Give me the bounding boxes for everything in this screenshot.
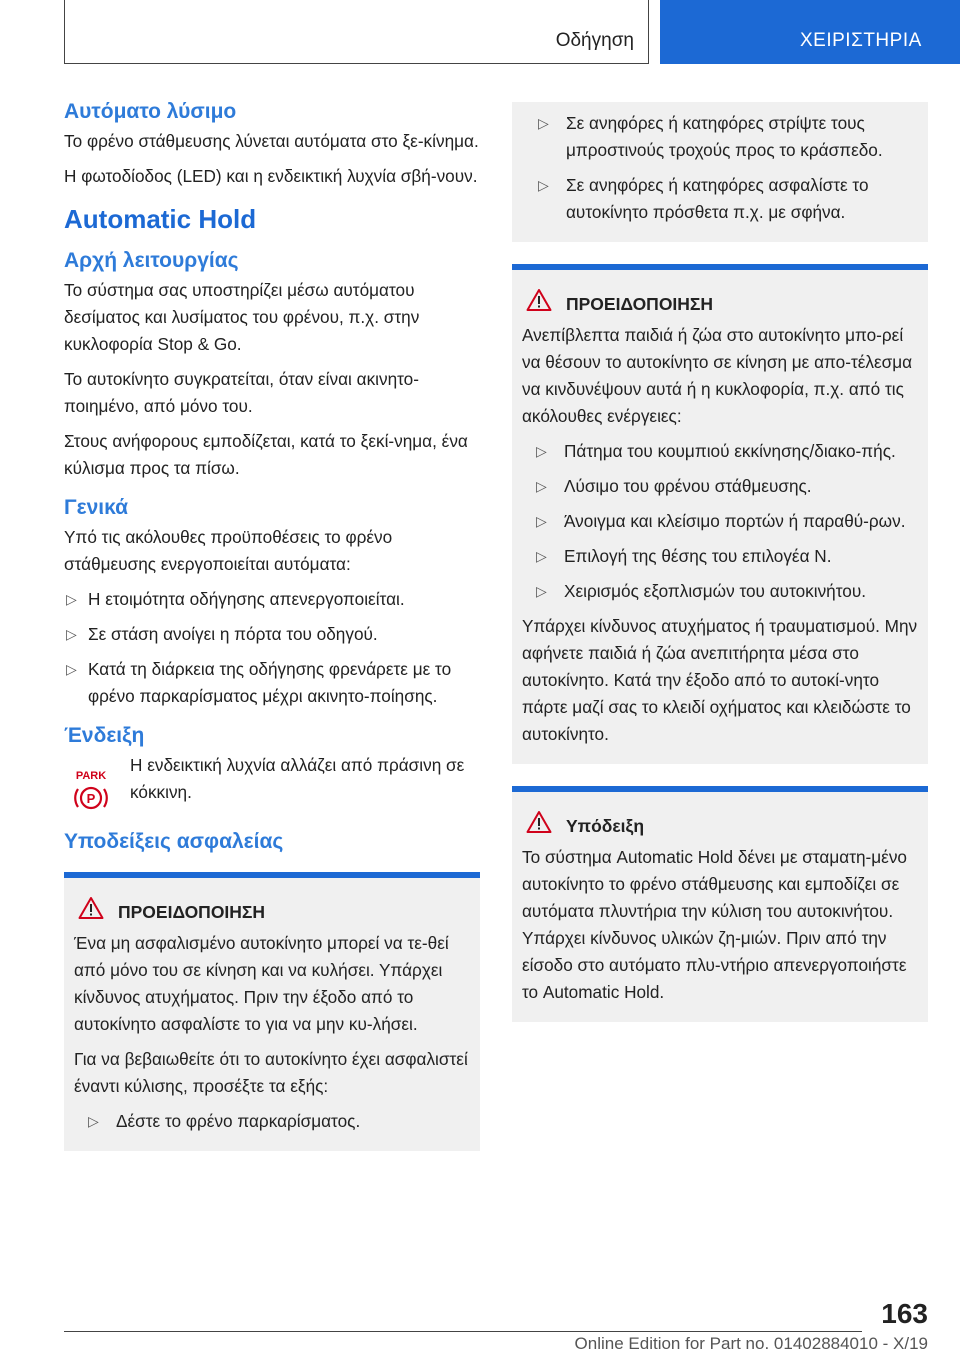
- park-label: PARK: [75, 770, 107, 782]
- indicator-block: [64, 752, 480, 812]
- triangle-bullet-icon: ▷: [538, 177, 549, 193]
- warning-triangle-icon: [526, 810, 552, 834]
- list-item: ▷ Πάτημα του κουμπιού εκκίνησης/διακο-πής.: [522, 438, 918, 465]
- list-item: ▷ Η ετοιμότητα οδήγησης απενεργοποιείται.: [64, 586, 480, 613]
- warning-text: Για να βεβαιωθείτε ότι το αυτοκίνητο έχει ασφαλιστεί έναντι κύλισης, προσέξτε τα εξής:: [74, 1049, 468, 1096]
- triangle-bullet-icon: ▷: [88, 1113, 99, 1129]
- triangle-bullet-icon: ▷: [536, 443, 547, 459]
- right-column: [512, 102, 928, 1022]
- warning-text: Υπάρχει κίνδυνος ατυχήματος ή τραυματισμού. Μην αφήνετε παιδιά ή ζώα ανεπιτήρητα μέσα στο αυτοκίνητο. Κατά την έξοδο από το αυτοκί-νητο πάρτε μαζί σας το κλειδί οχήματος και κλειδώστε το αυτοκίνητο.: [522, 616, 918, 744]
- warning-title: ΠΡΟΕΙΔΟΠΟΙΗΣΗ: [522, 292, 918, 316]
- header-section-title: Οδήγηση: [555, 30, 634, 51]
- park-brake-icon: [70, 768, 112, 812]
- triangle-bullet-icon: ▷: [66, 626, 77, 642]
- triangle-bullet-icon: ▷: [538, 115, 549, 131]
- paragraph: Το σύστημα σας υποστηρίζει μέσω αυτόματου δεσίματος και λυσίματος του φρένου, π.χ. στην κυκλοφορία Stop & Go.: [64, 280, 420, 354]
- list-item: ▷ Δέστε το φρένο παρκαρίσματος.: [74, 1108, 470, 1135]
- header-chapter-title: ΧΕΙΡΙΣΤΗΡΙΑ: [800, 30, 922, 51]
- triangle-bullet-icon: ▷: [536, 513, 547, 529]
- list-item: ▷ Σε ανηφόρες ή κατηφόρες στρίψτε τους μπροστινούς τροχούς προς το κράσπεδο.: [522, 110, 918, 164]
- warning-box: [64, 872, 480, 1151]
- heading-general: Γενικά: [64, 496, 129, 519]
- paragraph: Η φωτοδίοδος (LED) και η ενδεικτική λυχνία σβή-νουν.: [64, 166, 478, 186]
- page-number: 163: [881, 1298, 928, 1329]
- warning-box: [512, 264, 928, 764]
- triangle-bullet-icon: ▷: [536, 583, 547, 599]
- footer-edition: Online Edition for Part no. 01402884010 - X/19: [574, 1334, 928, 1353]
- list-item: ▷ Χειρισμός εξοπλισμών του αυτοκινήτου.: [522, 578, 918, 605]
- list-item: ▷ Σε ανηφόρες ή κατηφόρες ασφαλίστε το αυτοκίνητο πρόσθετα π.χ. με σφήνα.: [522, 172, 918, 226]
- heading-indicator: Ένδειξη: [64, 724, 145, 747]
- warning-title: ΠΡΟΕΙΔΟΠΟΙΗΣΗ: [74, 900, 470, 924]
- list-item: ▷ Άνοιγμα και κλείσιμο πορτών ή παραθύ-ρων.: [522, 508, 918, 535]
- paragraph: Υπό τις ακόλουθες προϋποθέσεις το φρένο στάθμευσης ενεργοποιείται αυτόματα:: [64, 527, 393, 574]
- paragraph: Το φρένο στάθμευσης λύνεται αυτόματα στο ξε-κίνημα.: [64, 131, 479, 151]
- header-section-tab: [64, 0, 649, 64]
- list-item: ▷ Επιλογή της θέσης του επιλογέα N.: [522, 543, 918, 570]
- heading-auto-release: Αυτόματο λύσιμο: [64, 100, 237, 123]
- list-item: ▷ Κατά τη διάρκεια της οδήγησης φρενάρετε με το φρένο παρκαρίσματος μέχρι ακινητο-ποίησης.: [64, 656, 480, 710]
- paragraph: Στους ανήφορους εμποδίζεται, κατά το ξεκί-νημα, ένα κύλισμα προς τα πίσω.: [64, 431, 468, 478]
- triangle-bullet-icon: ▷: [536, 478, 547, 494]
- triangle-bullet-icon: ▷: [66, 591, 77, 607]
- header-chapter-tab: [660, 0, 960, 64]
- heading-safety: Υποδείξεις ασφαλείας: [64, 830, 284, 853]
- heading-automatic-hold: Automatic Hold: [64, 204, 257, 234]
- note-text: Το σύστημα Automatic Hold δένει με σταματη-μένο αυτοκίνητο το φρένο στάθμευσης και εμποδίζει σε αυτόματα πλυντήρια την κύλιση του αυτοκινήτου. Υπάρχει κίνδυνος υλικών ζη-μιών. Πριν από την είσοδο στο αυτόματο πλυ-ντήριο απενεργοποιήστε το Automatic Hold.: [522, 847, 907, 1002]
- list-item: ▷ Λύσιμο του φρένου στάθμευσης.: [522, 473, 918, 500]
- continued-warning-box: [512, 102, 928, 242]
- warning-triangle-icon: [78, 896, 104, 920]
- note-title: Υπόδειξη: [522, 814, 918, 838]
- triangle-bullet-icon: ▷: [66, 661, 77, 677]
- indicator-text: Η ενδεικτική λυχνία αλλάζει από πράσινη σε κόκκινη.: [130, 755, 465, 802]
- warning-triangle-icon: [526, 288, 552, 312]
- heading-principle: Αρχή λειτουργίας: [64, 249, 239, 272]
- note-box: [512, 786, 928, 1022]
- warning-text: Ένα μη ασφαλισμένο αυτοκίνητο μπορεί να τε-θεί από μόνο του σε κίνηση και να κυλήσει. Υπάρχει κίνδυνος ατυχήματος. Πριν την έξοδο από το αυτοκίνητο ασφαλίστε το για να μην κυ-λήσει.: [74, 933, 449, 1034]
- triangle-bullet-icon: ▷: [536, 548, 547, 564]
- left-column: [64, 100, 480, 1151]
- list-item: ▷ Σε στάση ανοίγει η πόρτα του οδηγού.: [64, 621, 480, 648]
- svg-text:P: P: [86, 791, 96, 806]
- paragraph: Το αυτοκίνητο συγκρατείται, όταν είναι ακινητο-ποιημένο, από μόνο του.: [64, 369, 419, 416]
- warning-text: Ανεπίβλεπτα παιδιά ή ζώα στο αυτοκίνητο μπο-ρεί να θέσουν το αυτοκίνητο σε κίνηση με απο-τέλεσμα να κινδυνέψουν αυτά ή η κυκλοφορία, π.χ. από τις ακόλουθες ενέργειες:: [522, 325, 913, 426]
- footer-divider: [64, 1331, 862, 1332]
